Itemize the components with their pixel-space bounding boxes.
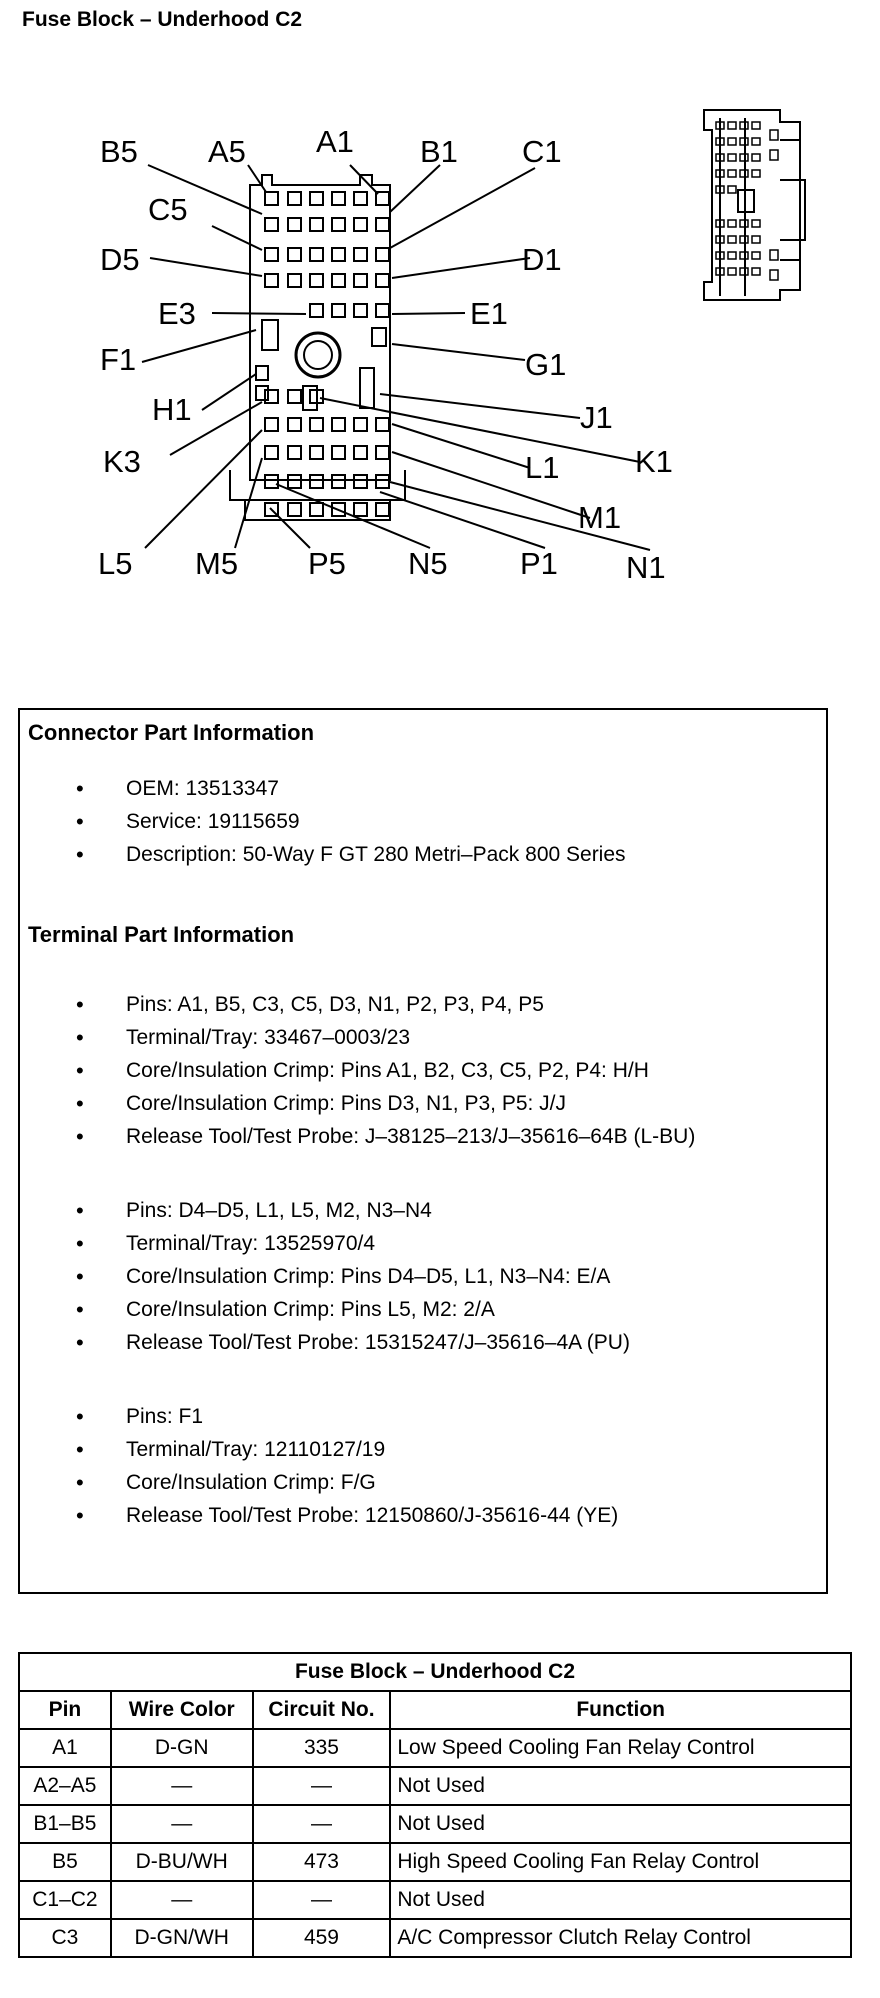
list-item: • Release Tool/Test Probe: 12150860/J-35616-44 (YE) (20, 1499, 618, 1532)
pin-label-p1: P1 (520, 546, 558, 581)
list-item: • Terminal/Tray: 33467–0003/23 (20, 1021, 695, 1054)
list-item: • Description: 50-Way F GT 280 Metri–Pack 800 Series (20, 838, 626, 871)
column-header-circuit-no: Circuit No. (253, 1691, 391, 1729)
pin-label-b1: B1 (420, 134, 458, 169)
cell-wire-color: D-BU/WH (111, 1843, 253, 1881)
pin-label-h1: H1 (152, 392, 192, 427)
pin-label-d1: D1 (522, 242, 562, 277)
cell-pin: A1 (19, 1729, 111, 1767)
terminal-group-3 (20, 1400, 618, 1532)
list-item: • Core/Insulation Crimp: Pins A1, B2, C3, C5, P2, P4: H/H (20, 1054, 695, 1087)
pin-label-a5: A5 (208, 134, 246, 169)
list-item: • Core/Insulation Crimp: Pins D4–D5, L1, N3–N4: E/A (20, 1260, 630, 1293)
pin-label-n1: N1 (626, 550, 666, 585)
cell-function: A/C Compressor Clutch Relay Control (390, 1919, 851, 1957)
table-row (19, 1805, 851, 1843)
cell-circuit-no: — (253, 1767, 391, 1805)
list-item: • Release Tool/Test Probe: 15315247/J–35616–4A (PU) (20, 1326, 630, 1359)
connector-info-list (20, 772, 626, 871)
terminal-group-1 (20, 988, 695, 1153)
cell-function: Not Used (390, 1881, 851, 1919)
page-title: Fuse Block – Underhood C2 (22, 8, 303, 31)
cell-wire-color: — (111, 1805, 253, 1843)
pin-label-b5: B5 (100, 134, 138, 169)
pin-label-m1: M1 (578, 500, 622, 535)
list-item: • OEM: 13513347 (20, 772, 626, 805)
pin-label-p5: P5 (308, 546, 346, 581)
table-row (19, 1881, 851, 1919)
cell-wire-color: — (111, 1881, 253, 1919)
list-item: • Pins: A1, B5, C3, C5, D3, N1, P2, P3, P4, P5 (20, 988, 695, 1021)
cell-function: Low Speed Cooling Fan Relay Control (390, 1729, 851, 1767)
list-item: • Core/Insulation Crimp: Pins L5, M2: 2/A (20, 1293, 630, 1326)
pin-label-l1: L1 (525, 450, 560, 485)
cell-circuit-no: 473 (253, 1843, 391, 1881)
connector-face (230, 175, 405, 520)
list-item: • Release Tool/Test Probe: J–38125–213/J–35616–64B (L-BU) (20, 1120, 695, 1153)
cell-wire-color: D-GN (111, 1729, 253, 1767)
table-row (19, 1919, 851, 1957)
pin-label-f1: F1 (100, 342, 137, 377)
pin-label-k3: K3 (103, 444, 141, 479)
pin-label-k1: K1 (635, 444, 673, 479)
pin-label-l5: L5 (98, 546, 133, 581)
table-row (19, 1843, 851, 1881)
pin-label-a1: A1 (316, 124, 354, 159)
connector-info-heading: Connector Part Information (28, 720, 315, 745)
list-item: • Core/Insulation Crimp: Pins D3, N1, P3, P5: J/J (20, 1087, 695, 1120)
cell-function: High Speed Cooling Fan Relay Control (390, 1843, 851, 1881)
pin-label-j1: J1 (580, 400, 613, 435)
cell-circuit-no: 459 (253, 1919, 391, 1957)
pin-grid (265, 192, 389, 516)
list-item: • Core/Insulation Crimp: F/G (20, 1466, 618, 1499)
cell-pin: A2–A5 (19, 1767, 111, 1805)
pin-function-table (18, 1652, 852, 1958)
connector-diagram (0, 0, 880, 600)
terminal-group-2 (20, 1194, 630, 1359)
list-item: • Terminal/Tray: 13525970/4 (20, 1227, 630, 1260)
cell-circuit-no: — (253, 1805, 391, 1843)
pin-label-e1: E1 (470, 296, 508, 331)
column-header-wire-color: Wire Color (111, 1691, 253, 1729)
table-row (19, 1729, 851, 1767)
table-title: Fuse Block – Underhood C2 (19, 1653, 851, 1691)
list-item: • Pins: D4–D5, L1, L5, M2, N3–N4 (20, 1194, 630, 1227)
connector-side-view (704, 110, 805, 300)
pin-label-n5: N5 (408, 546, 448, 581)
cell-wire-color: — (111, 1767, 253, 1805)
pin-label-c1: C1 (522, 134, 562, 169)
cell-pin: B5 (19, 1843, 111, 1881)
column-header-pin: Pin (19, 1691, 111, 1729)
leader-lines (142, 165, 650, 550)
list-item: • Pins: F1 (20, 1400, 618, 1433)
cell-wire-color: D-GN/WH (111, 1919, 253, 1957)
cell-function: Not Used (390, 1767, 851, 1805)
list-item: • Service: 19115659 (20, 805, 626, 838)
list-item: • Terminal/Tray: 12110127/19 (20, 1433, 618, 1466)
part-information-box (18, 708, 828, 1594)
cell-function: Not Used (390, 1805, 851, 1843)
pin-label-e3: E3 (158, 296, 196, 331)
cell-circuit-no: — (253, 1881, 391, 1919)
cell-pin: C3 (19, 1919, 111, 1957)
pin-label-c5: C5 (148, 192, 188, 227)
terminal-info-heading: Terminal Part Information (28, 922, 295, 947)
pin-label-g1: G1 (525, 347, 567, 382)
cell-circuit-no: 335 (253, 1729, 391, 1767)
cell-pin: C1–C2 (19, 1881, 111, 1919)
table-row (19, 1767, 851, 1805)
column-header-function: Function (390, 1691, 851, 1729)
cell-pin: B1–B5 (19, 1805, 111, 1843)
pin-label-m5: M5 (195, 546, 239, 581)
pin-label-d5: D5 (100, 242, 140, 277)
